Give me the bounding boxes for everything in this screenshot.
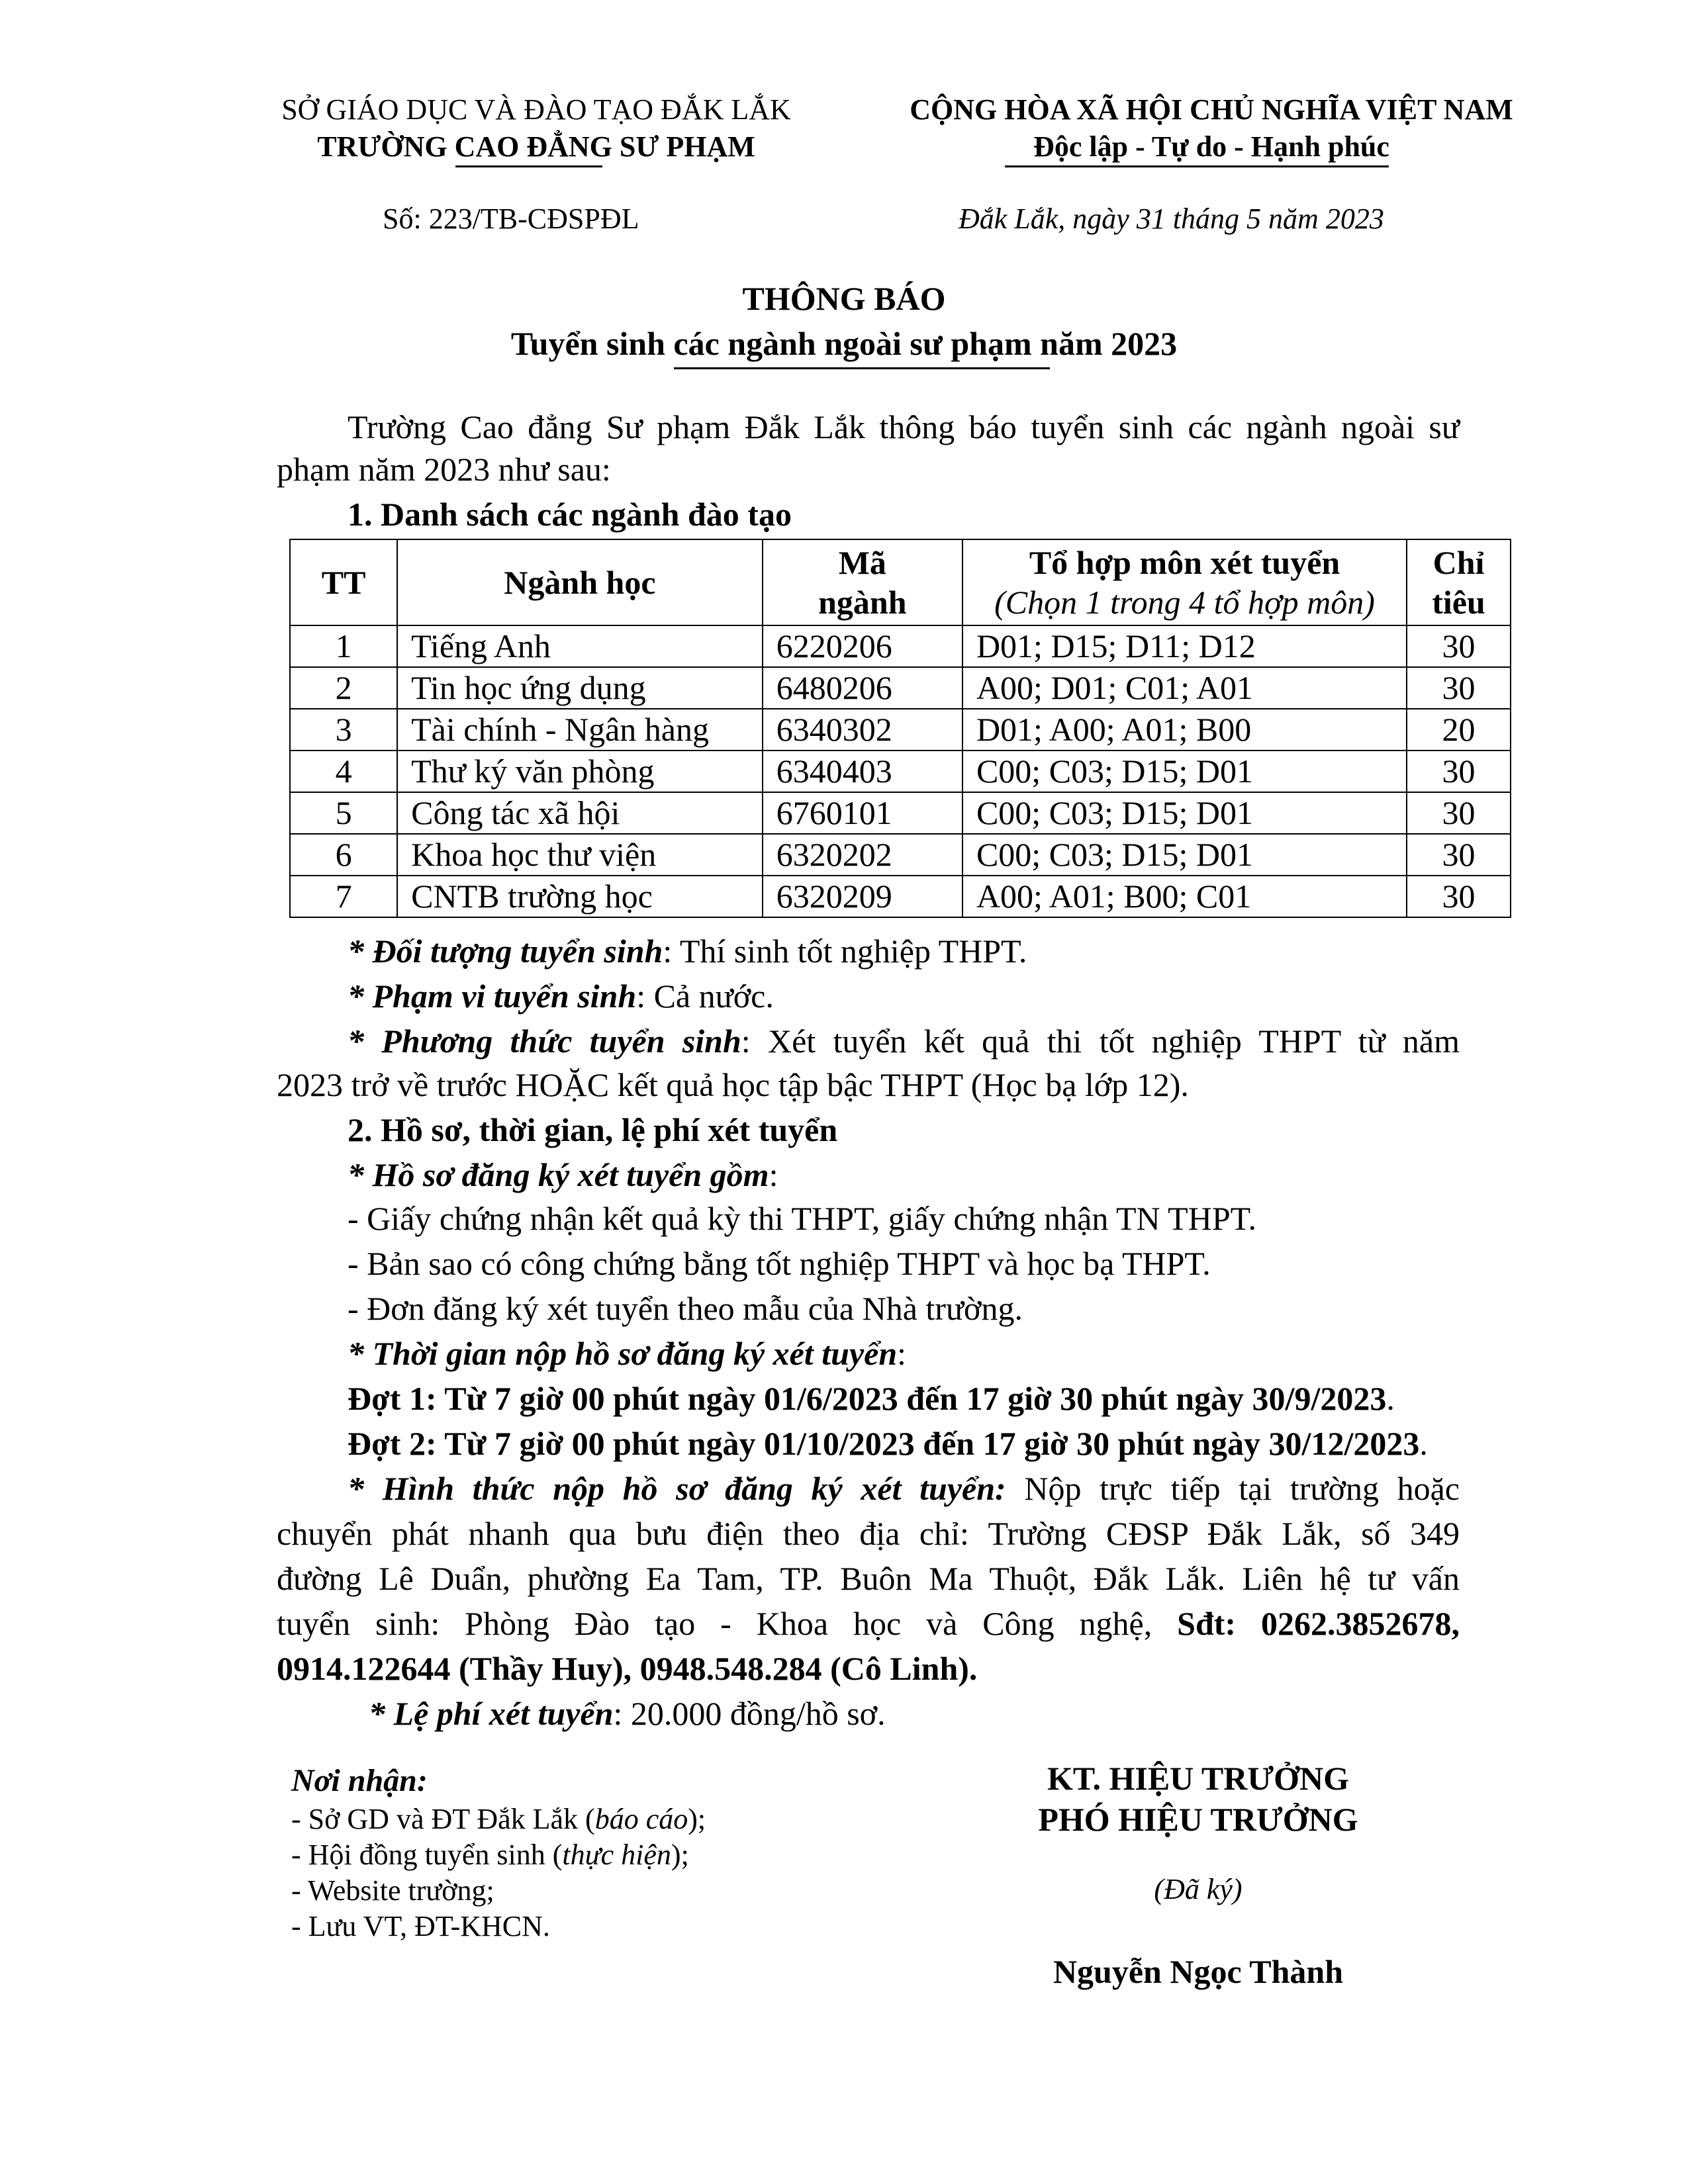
table-row — [290, 834, 1511, 876]
admission-fee — [369, 1692, 886, 1735]
page-subtitle: Tuyển sinh các ngành ngoài sư phạm năm 2023 — [510, 325, 1178, 362]
recipient-role: thực hiện — [562, 1839, 671, 1871]
cell-code: 6320202 — [763, 834, 962, 876]
cell-quota: 30 — [1407, 625, 1511, 667]
issuer-underline — [455, 165, 602, 167]
cell-code: 6340403 — [763, 751, 962, 792]
republic-name: CỘNG HÒA XÃ HỘI CHỦ NGHĨA VIỆT NAM — [910, 93, 1513, 126]
issuer-block — [252, 91, 821, 165]
column-header-combination-line1: Tổ hợp môn xét tuyển — [1029, 544, 1340, 581]
contact-phones: 0914.122644 (Thầy Huy), 0948.548.284 (Cô Linh). — [277, 1650, 978, 1687]
column-header-combination — [962, 539, 1407, 625]
documents-label: * Hồ sơ đăng ký xét tuyển gồm — [348, 1156, 769, 1193]
section-1-heading: 1. Danh sách các ngành đào tạo — [348, 496, 792, 533]
admission-target — [348, 929, 1027, 973]
cell-combination: A00; A01; B00; C01 — [962, 876, 1407, 917]
cell-code: 6760101 — [763, 792, 962, 834]
cell-combination: D01; D15; D11; D12 — [962, 625, 1407, 667]
submission-time-heading — [348, 1332, 906, 1375]
document-number: Số: 223/TB-CĐSPĐL — [383, 203, 639, 235]
cell-major: Thư ký văn phòng — [397, 751, 763, 792]
contact-office: tuyển sinh: Phòng Đào tạo - Khoa học và Công nghệ, — [277, 1605, 1178, 1642]
cell-major: Tài chính - Ngân hàng — [397, 709, 763, 751]
admission-method-continued: 2023 trở về trước HOẶC kết quả học tập bậc THPT (Học bạ lớp 12). — [277, 1066, 1189, 1103]
round-2 — [348, 1422, 1428, 1465]
admission-fee-label: * Lệ phí xét tuyển — [369, 1695, 614, 1732]
cell-quota: 30 — [1407, 834, 1511, 876]
cell-combination: C00; C03; D15; D01 — [962, 792, 1407, 834]
recipient-item — [291, 1909, 706, 1944]
column-header-tt: TT — [290, 539, 397, 625]
cell-quota: 30 — [1407, 667, 1511, 709]
cell-quota: 30 — [1407, 751, 1511, 792]
cell-code: 6220206 — [763, 625, 962, 667]
round-2-text: Đợt 2: Từ 7 giờ 00 phút ngày 01/10/2023 đến 17 giờ 30 phút ngày 30/12/2023 — [348, 1425, 1420, 1462]
cell-quota: 20 — [1407, 709, 1511, 751]
submission-method-text: Nộp trực tiếp tại trường hoặc — [1006, 1470, 1460, 1507]
signature-title-2: PHÓ HIỆU TRƯỞNG — [1038, 1801, 1358, 1838]
documents-colon: : — [769, 1156, 778, 1193]
cell-combination: C00; C03; D15; D01 — [962, 751, 1407, 792]
cell-combination: A00; D01; C01; A01 — [962, 667, 1407, 709]
documents-heading — [348, 1153, 778, 1197]
recipient-text: - Website trường; — [291, 1874, 494, 1907]
recipient-item — [291, 1837, 706, 1873]
cell-code: 6340302 — [763, 709, 962, 751]
cell-major: CNTB trường học — [397, 876, 763, 917]
cell-major: Tin học ứng dụng — [397, 667, 763, 709]
submission-method-label: * Hình thức nộp hồ sơ đăng ký xét tuyển: — [348, 1470, 1006, 1507]
document-item: - Đơn đăng ký xét tuyển theo mẫu của Nhà trường. — [348, 1290, 1023, 1327]
recipient-text: - Sở GD và ĐT Đắk Lắk ( — [291, 1803, 595, 1835]
cell-tt: 6 — [290, 834, 397, 876]
subtitle-underline — [674, 367, 1050, 369]
column-header-code — [763, 539, 962, 625]
intro-line-2: phạm năm 2023 như sau: — [277, 451, 611, 488]
contact-phone: Sđt: 0262.3852678, — [1177, 1605, 1460, 1642]
table-row — [290, 625, 1511, 667]
cell-quota: 30 — [1407, 792, 1511, 834]
cell-code: 6320209 — [763, 876, 962, 917]
table-row — [290, 751, 1511, 792]
round-1 — [348, 1377, 1395, 1420]
intro-line-1: Trường Cao đẳng Sư phạm Đắk Lắk thông báo tuyển sinh các ngành ngoài sư — [348, 408, 1460, 445]
issuer-department: SỞ GIÁO DỤC VÀ ĐÀO TẠO ĐẮK LẮK — [281, 93, 791, 126]
recipient-end: ); — [688, 1803, 706, 1835]
column-header-quota-line1: Chỉ — [1432, 544, 1485, 581]
cell-combination: C00; C03; D15; D01 — [962, 834, 1407, 876]
recipients-label: Nơi nhận: — [291, 1763, 428, 1798]
round-1-end: . — [1386, 1380, 1395, 1417]
admission-target-label: * Đối tượng tuyển sinh — [348, 933, 663, 970]
table-row — [290, 709, 1511, 751]
admission-scope-value: : Cả nước. — [636, 978, 774, 1015]
cell-tt: 7 — [290, 876, 397, 917]
cell-major: Khoa học thư viện — [397, 834, 763, 876]
column-header-combination-line2: (Chọn 1 trong 4 tổ hợp môn) — [994, 584, 1375, 621]
table-row — [290, 667, 1511, 709]
submission-time-colon: : — [897, 1335, 907, 1372]
cell-combination: D01; A00; A01; B00 — [962, 709, 1407, 751]
majors-table — [289, 539, 1511, 918]
table-row — [290, 876, 1511, 917]
cell-tt: 4 — [290, 751, 397, 792]
section-2-heading: 2. Hồ sơ, thời gian, lệ phí xét tuyển — [348, 1111, 838, 1148]
cell-tt: 5 — [290, 792, 397, 834]
national-heading — [827, 91, 1595, 165]
admission-method-label: * Phương thức tuyển sinh — [348, 1023, 741, 1060]
cell-tt: 3 — [290, 709, 397, 751]
column-header-quota — [1407, 539, 1511, 625]
table-header-row — [290, 539, 1511, 625]
issuer-school: TRƯỜNG CAO ĐẲNG SƯ PHẠM — [317, 130, 755, 163]
place-date: Đắk Lắk, ngày 31 tháng 5 năm 2023 — [959, 203, 1384, 235]
cell-quota: 30 — [1407, 876, 1511, 917]
recipients-block — [291, 1760, 706, 1944]
admission-method-value: : Xét tuyển kết quả thi tốt nghiệp THPT từ năm — [741, 1023, 1460, 1060]
cell-code: 6480206 — [763, 667, 962, 709]
round-2-end: . — [1419, 1425, 1428, 1462]
column-header-code-line1: Mã — [838, 544, 886, 581]
signer-name: Nguyễn Ngọc Thành — [1053, 1953, 1344, 1990]
column-header-major: Ngành học — [397, 539, 763, 625]
document-item: - Bản sao có công chứng bằng tốt nghiệp THPT và học bạ THPT. — [348, 1245, 1211, 1282]
recipient-end: ); — [671, 1839, 689, 1871]
admission-method — [348, 1019, 1460, 1063]
column-header-quota-line2: tiêu — [1432, 584, 1485, 621]
recipient-item — [291, 1873, 706, 1909]
column-header-code-line2: ngành — [818, 584, 907, 621]
motto-underline — [1005, 165, 1389, 167]
admission-fee-value: : 20.000 đồng/hồ sơ. — [613, 1695, 886, 1732]
table-row — [290, 792, 1511, 834]
admission-scope-label: * Phạm vi tuyển sinh — [348, 978, 637, 1015]
recipient-text: - Hội đồng tuyển sinh ( — [291, 1839, 563, 1871]
admission-scope — [348, 974, 774, 1018]
recipient-role: báo cáo — [594, 1803, 688, 1835]
round-1-text: Đợt 1: Từ 7 giờ 00 phút ngày 01/6/2023 đến 17 giờ 30 phút ngày 30/9/2023 — [348, 1380, 1387, 1417]
submission-time-label: * Thời gian nộp hồ sơ đăng ký xét tuyển — [348, 1335, 898, 1372]
signed-note: (Đã ký) — [1154, 1873, 1243, 1905]
recipient-item — [291, 1801, 706, 1837]
signature-block — [940, 1758, 1456, 1992]
recipient-text: - Lưu VT, ĐT-KHCN. — [291, 1910, 550, 1942]
submission-method-line-2: chuyển phát nhanh qua bưu điện theo địa chỉ: Trường CĐSP Đắk Lắk, số 349 — [277, 1515, 1460, 1552]
page-title: THÔNG BÁO — [742, 280, 946, 317]
cell-major: Tiếng Anh — [397, 625, 763, 667]
national-motto: Độc lập - Tự do - Hạnh phúc — [1033, 130, 1389, 163]
cell-major: Công tác xã hội — [397, 792, 763, 834]
admission-target-value: : Thí sinh tốt nghiệp THPT. — [663, 933, 1027, 970]
submission-method — [348, 1467, 1460, 1510]
cell-tt: 1 — [290, 625, 397, 667]
signature-title-1: KT. HIỆU TRƯỞNG — [1047, 1760, 1350, 1797]
document-item: - Giấy chứng nhận kết quả kỳ thi THPT, giấy chứng nhận TN THPT. — [348, 1200, 1256, 1237]
submission-method-line-4 — [277, 1602, 1460, 1645]
submission-method-line-3: đường Lê Duẩn, phường Ea Tam, TP. Buôn Ma Thuột, Đắk Lắk. Liên hệ tư vấn — [277, 1560, 1460, 1597]
cell-tt: 2 — [290, 667, 397, 709]
